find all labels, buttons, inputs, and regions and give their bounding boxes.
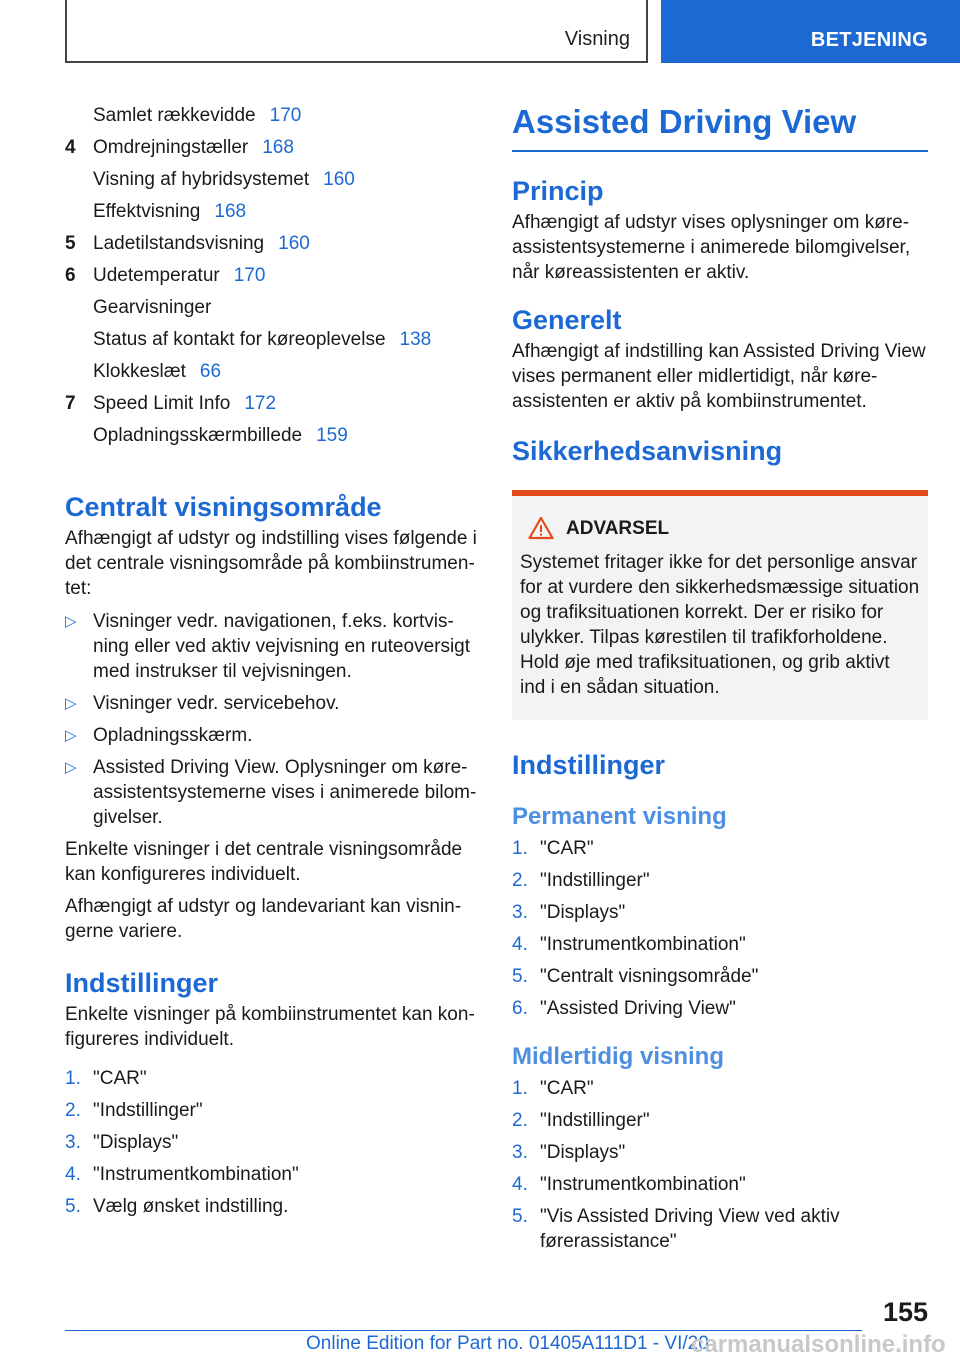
edition-note: Online Edition for Part no. 01405A111D1 - VI/20 xyxy=(306,1333,709,1354)
index-number: 6 xyxy=(65,265,76,286)
index-row xyxy=(65,388,478,420)
triangle-bullet-icon: ▷ xyxy=(65,759,77,776)
header-chapter-tab[interactable]: BETJENING xyxy=(661,0,960,63)
step-item: 6. "Assisted Driving View" xyxy=(512,998,736,1019)
step-number: 6. xyxy=(512,998,528,1019)
step-number: 5. xyxy=(65,1196,81,1217)
step-item: 1. "CAR" xyxy=(512,838,594,859)
index-list xyxy=(65,100,478,452)
step-item: 2. "Indstillinger" xyxy=(65,1100,203,1121)
warning-triangle-icon xyxy=(528,516,554,548)
page-ref-link[interactable]: 168 xyxy=(214,201,247,222)
list-item: ▷ Visninger vedr. navigationen, f.eks. kortvisning eller ved aktiv vejvisning en ruteoversigt med instrukser til vejvisningen. xyxy=(65,611,471,682)
step-item: 3. "Displays" xyxy=(512,902,626,923)
index-label: Gearvisninger xyxy=(93,297,212,318)
step-number: 4. xyxy=(512,1174,528,1195)
settings-steps-left xyxy=(65,1066,478,1226)
triangle-bullet-icon: ▷ xyxy=(65,727,77,744)
index-row xyxy=(65,196,478,228)
safety-heading: Sikkerhedsanvisning xyxy=(512,436,783,466)
general-text: Afhængigt af indstilling kan Assisted Driving View vises permanent eller midlertidigt, når køreassistenten er aktiv på kombiinstrumentet. xyxy=(512,341,926,412)
index-row xyxy=(65,164,478,196)
settings-heading-right: Indstillinger xyxy=(512,750,666,780)
step-item: 5. Vælg ønsket indstilling. xyxy=(65,1196,289,1217)
step-number: 5. xyxy=(512,1206,528,1227)
index-row xyxy=(65,292,478,324)
step-number: 4. xyxy=(512,934,528,955)
step-number: 2. xyxy=(512,1110,528,1131)
step-number: 3. xyxy=(512,902,528,923)
index-label: Opladningsskærmbillede xyxy=(93,425,303,446)
principle-text: Afhængigt af udstyr vises oplysninger om køreassistentsystemerne i animerede bilomgivelser, når køreassistenten er aktiv. xyxy=(512,212,911,283)
page-ref-link[interactable]: 160 xyxy=(278,233,310,254)
index-row xyxy=(65,132,478,164)
watermark-logo: carmanualsonline.info xyxy=(691,1331,946,1358)
step-item: 1. "CAR" xyxy=(65,1068,147,1089)
central-paragraph: Enkelte visninger i det centrale visningsområde kan konfigureres individuelt. xyxy=(65,839,463,885)
general-heading: Generelt xyxy=(512,305,622,335)
central-bullet-list xyxy=(65,609,478,830)
index-number: 7 xyxy=(65,393,76,414)
index-label: Udetemperatur xyxy=(93,265,220,286)
header-frame xyxy=(65,0,648,63)
step-number: 1. xyxy=(512,838,528,859)
list-item: ▷ Assisted Driving View. Oplysninger om køreassistentsystemerne vises i animerede bilomgivelser. xyxy=(65,757,477,828)
index-row xyxy=(65,420,478,452)
temporary-heading: Midlertidig visning xyxy=(512,1043,725,1070)
step-number: 3. xyxy=(65,1132,81,1153)
step-item: 4. "Instrumentkombination" xyxy=(512,1174,746,1195)
index-label: Samlet rækkevidde xyxy=(93,105,256,126)
step-number: 1. xyxy=(65,1068,81,1089)
index-label: Klokkeslæt xyxy=(93,361,186,382)
page-ref-link[interactable]: 159 xyxy=(316,425,348,446)
index-row xyxy=(65,100,478,132)
index-label: Effektvisning xyxy=(93,201,201,222)
page-ref-link[interactable]: 66 xyxy=(199,361,222,382)
index-row xyxy=(65,260,478,292)
step-item: 2. "Indstillinger" xyxy=(512,870,650,891)
central-paragraph: Afhængigt af udstyr og landevariant kan visningerne variere. xyxy=(65,896,462,942)
page-ref-link[interactable]: 170 xyxy=(269,105,302,126)
list-item: ▷ Opladningsskærm. xyxy=(65,725,253,746)
step-item: 5. "Centralt visningsområde" xyxy=(512,966,759,987)
index-label: Ladetilstandsvisning xyxy=(93,233,265,254)
page-ref-link[interactable]: 160 xyxy=(323,169,355,190)
warning-box xyxy=(512,490,928,720)
index-row xyxy=(65,324,478,356)
index-number: 5 xyxy=(65,233,76,254)
page-ref-link[interactable]: 138 xyxy=(399,329,432,350)
triangle-bullet-icon: ▷ xyxy=(65,613,77,630)
warning-header xyxy=(520,516,920,542)
index-label: Visning af hybridsystemet xyxy=(93,169,310,190)
central-intro: Afhængigt af udstyr og indstilling vises følgende i det centrale visningsområde på kombiinstrumentet: xyxy=(65,528,477,599)
step-item: 3. "Displays" xyxy=(512,1142,626,1163)
triangle-bullet-icon: ▷ xyxy=(65,695,77,712)
step-item: 5. "Vis Assisted Driving View ved aktiv førerassistance" xyxy=(512,1206,840,1252)
step-item: 2. "Indstillinger" xyxy=(512,1110,650,1131)
index-label: Speed Limit Info xyxy=(93,393,231,414)
page-ref-link[interactable]: 170 xyxy=(233,265,266,286)
permanent-heading: Permanent visning xyxy=(512,803,727,830)
step-item: 4. "Instrumentkombination" xyxy=(512,934,746,955)
central-heading: Centralt visningsområde xyxy=(65,492,382,522)
left-column xyxy=(65,100,478,1226)
page-ref-link[interactable]: 172 xyxy=(244,393,277,414)
step-number: 4. xyxy=(65,1164,81,1185)
warning-text: Systemet fritager ikke for det personlige ansvar for at vurdere den sikkerhedsmæssige situation og trafiksituationen korrekt. Der er risiko for ulykker. Tilpas kørestilen til trafikforholdene. Hold øje med trafiksituationen, og grib aktivt ind i en sådan situation. xyxy=(520,552,920,698)
right-column xyxy=(512,100,928,1254)
principle-heading: Princip xyxy=(512,176,604,206)
step-item: 4. "Instrumentkombination" xyxy=(65,1164,299,1185)
settings-heading-left: Indstillinger xyxy=(65,968,219,998)
page-title: Assisted Driving View xyxy=(512,100,928,152)
index-number: 4 xyxy=(65,137,76,158)
step-item: 3. "Displays" xyxy=(65,1132,179,1153)
step-number: 3. xyxy=(512,1142,528,1163)
index-label: Omdrejningstæller xyxy=(93,137,249,158)
index-label: Status af kontakt for køreoplevelse xyxy=(93,329,386,350)
step-number: 2. xyxy=(65,1100,81,1121)
step-number: 5. xyxy=(512,966,528,987)
step-item: 1. "CAR" xyxy=(512,1078,594,1099)
page-ref-link[interactable]: 168 xyxy=(262,137,294,158)
step-number: 1. xyxy=(512,1078,528,1099)
header-section-title: Visning xyxy=(564,28,630,50)
permanent-steps xyxy=(512,836,928,1028)
list-item: ▷ Visninger vedr. servicebehov. xyxy=(65,693,340,714)
warning-label: ADVARSEL xyxy=(566,518,670,539)
index-row xyxy=(65,356,478,388)
step-number: 2. xyxy=(512,870,528,891)
temporary-steps xyxy=(512,1076,928,1254)
index-row xyxy=(65,228,478,260)
settings-intro: Enkelte visninger på kombiinstrumentet kan konfigureres individuelt. xyxy=(65,1004,475,1050)
page-number: 155 xyxy=(882,1297,928,1327)
